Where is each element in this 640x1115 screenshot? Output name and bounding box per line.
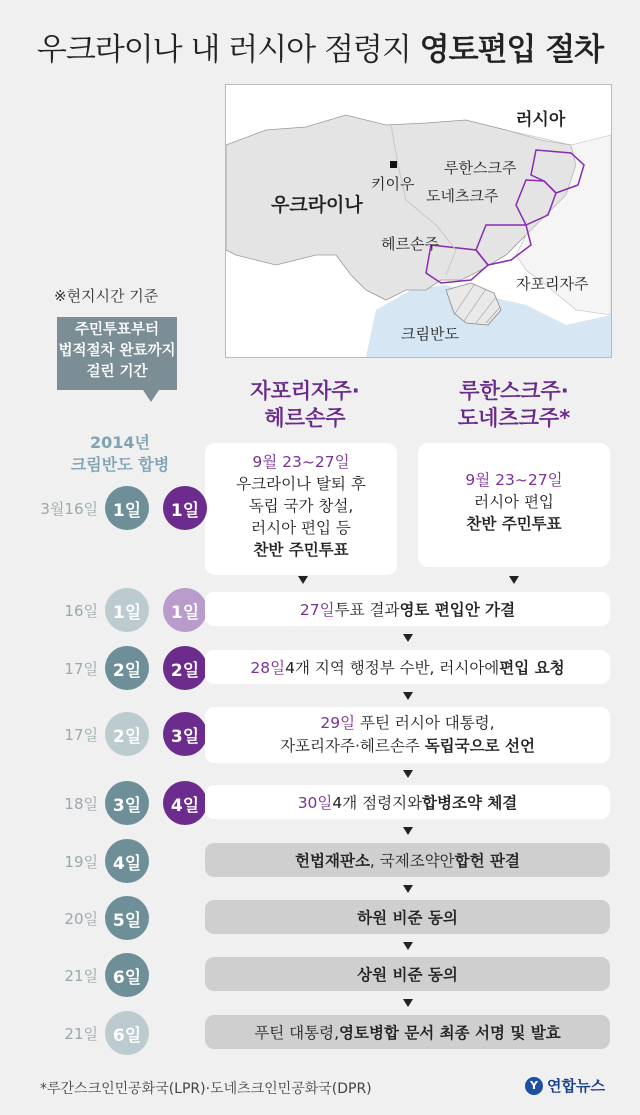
timeline-step: 푸틴 대통령, 영토병합 문서 최종 서명 및 발효 xyxy=(205,1015,610,1049)
crimea-day-badge: 4일 xyxy=(105,839,149,883)
box-left-vote: 9월 23~27일 우크라이나 탈퇴 후 독립 국가 창설, 러시아 편입 등 찬반 주민투표 xyxy=(205,443,397,575)
date-label: 21일 xyxy=(64,967,98,985)
crimea-day-badge: 2일 xyxy=(105,712,149,756)
arrow-down-icon xyxy=(403,692,413,700)
date-label: 17일 xyxy=(64,726,98,744)
date-label: 21일 xyxy=(64,1025,98,1043)
column-header-right: 루한스크주· 도네츠크주* xyxy=(457,379,571,430)
map-label-zaporizhzhia: 자포리자주 xyxy=(516,275,589,293)
callout-tail xyxy=(143,390,159,402)
map-label-donetsk: 도네츠크주 xyxy=(426,187,499,205)
arrow-down-icon xyxy=(509,576,519,584)
date-label: 19일 xyxy=(64,853,98,871)
crimea-day-badge: 5일 xyxy=(105,896,149,940)
timeline-step: 29일 푸틴 러시아 대통령, 자포리자주·헤르손주 독립국으로 선언 xyxy=(205,707,610,763)
new-day-badge: 2일 xyxy=(163,646,207,690)
arrow-down-icon xyxy=(403,942,413,950)
arrow-down-icon xyxy=(403,999,413,1007)
arrow-down-icon xyxy=(403,885,413,893)
date-label: 3월16일 xyxy=(40,500,98,518)
box-right-vote: 9월 23~27일 러시아 편입 찬반 주민투표 xyxy=(418,443,610,567)
crimea-day-badge: 6일 xyxy=(105,953,149,997)
footnote: *루간스크인민공화국(LPR)·도네츠크인민공화국(DPR) xyxy=(40,1081,372,1097)
map-label-luhansk: 루한스크주 xyxy=(444,159,517,177)
region-map xyxy=(225,84,612,358)
arrow-down-icon xyxy=(403,827,413,835)
page-title: 우크라이나 내 러시아 점령지 영토편입 절차 xyxy=(36,32,604,68)
crimea-header: 2014년 크림반도 합병 xyxy=(70,433,170,474)
arrow-down-icon xyxy=(403,770,413,778)
new-day-badge: 1일 xyxy=(163,588,207,632)
timeline-step: 하원 비준 동의 xyxy=(205,900,610,934)
arrow-down-icon xyxy=(403,634,413,642)
map-label-ukraine: 우크라이나 xyxy=(271,194,363,216)
timeline-step: 헌법재판소 , 국제조약안 합헌 판결 xyxy=(205,843,610,877)
map-label-russia: 러시아 xyxy=(516,110,566,130)
new-day-badge: 1일 xyxy=(163,486,207,530)
arrow-down-icon xyxy=(298,576,308,584)
date-label: 16일 xyxy=(64,602,98,620)
crimea-day-badge: 3일 xyxy=(105,781,149,825)
timeline-step: 27일 투표 결과 영토 편입안 가결 xyxy=(205,592,610,626)
new-day-badge: 3일 xyxy=(163,712,207,756)
date-label: 18일 xyxy=(64,795,98,813)
date-label: 20일 xyxy=(64,910,98,928)
new-day-badge: 4일 xyxy=(163,781,207,825)
yonhap-logo: Y 연합뉴스 xyxy=(525,1075,605,1096)
date-label: 17일 xyxy=(64,660,98,678)
timeline-step: 상원 비준 동의 xyxy=(205,957,610,991)
map-label-kherson: 헤르손주 xyxy=(381,235,439,253)
timeline-step: 28일 4개 지역 행정부 수반, 러시아에 편입 요청 xyxy=(205,650,610,684)
column-header-left: 자포리자주· 헤르손주 xyxy=(250,379,360,430)
map-label-crimea: 크림반도 xyxy=(401,325,459,343)
crimea-day-badge: 6일 xyxy=(105,1011,149,1055)
crimea-day-badge: 2일 xyxy=(105,646,149,690)
timeline-step: 30일 4개 점령지와 합병조약 체결 xyxy=(205,785,610,819)
duration-callout: 주민투표부터 법적절차 완료까지 걸린 기간 xyxy=(57,317,177,390)
map-label-kyiv: 키이우 xyxy=(371,175,415,193)
yonhap-logo-icon: Y xyxy=(525,1077,543,1095)
crimea-day-badge: 1일 xyxy=(105,486,149,530)
crimea-day-badge: 1일 xyxy=(105,588,149,632)
timezone-note: ※현지시간 기준 xyxy=(54,287,159,305)
